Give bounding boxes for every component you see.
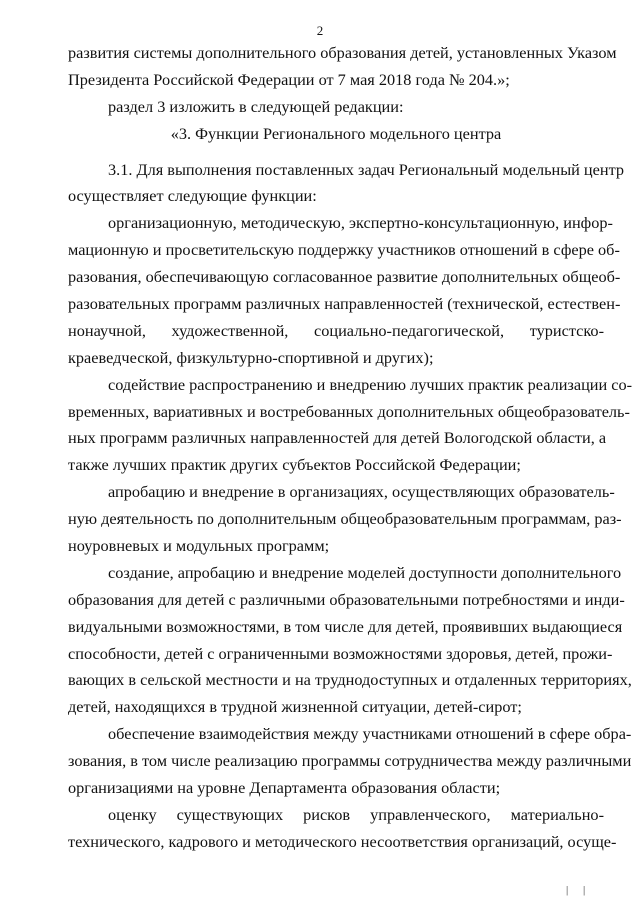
text-line: краеведческой, физкультурно-спортивной и других); <box>68 347 434 367</box>
text-line: также лучших практик других субъектов Российской Федерации; <box>68 455 521 475</box>
text-line: нонаучной, художественной, социально-педагогической, туристско- <box>68 320 604 340</box>
text-line: вающих в сельской местности и на труднодоступных и отдаленных территориях, <box>68 670 632 690</box>
text-line: организациями на уровне Департамента образования области; <box>68 778 501 798</box>
text-line: апробацию и внедрение в организациях, осуществляющих образователь- <box>108 482 615 502</box>
text-line: разовательных программ различных направленностей (технической, естествен- <box>68 294 621 314</box>
text-line: разования, обеспечивающую согласованное развитие дополнительных общеоб- <box>68 267 621 287</box>
text-line: «3. Функции Регионального модельного центра <box>170 123 502 143</box>
text-line: мационную и просветительскую поддержку участников отношений в сфере об- <box>68 240 620 260</box>
text-line: создание, апробацию и внедрение моделей доступности дополнительного <box>108 562 622 582</box>
text-line: обеспечение взаимодействия между участниками отношений в сфере обра- <box>108 724 632 744</box>
text-line: технического, кадрового и методического несоответствия организаций, осуще- <box>68 831 617 851</box>
text-line: ноуровневых и модульных программ; <box>68 536 330 556</box>
text-line: видуальными возможностями, в том числе для детей, проявивших выдающиеся <box>68 616 623 636</box>
document-body <box>68 40 633 856</box>
text-line: ную деятельность по дополнительным общеобразовательным программам, раз- <box>68 509 622 529</box>
text-line: Президента Российской Федерации от 7 мая 2018 года № 204.»; <box>68 69 510 89</box>
text-line: детей, находящихся в трудной жизненной ситуации, детей-сирот; <box>68 697 522 717</box>
text-line: осуществляет следующие функции: <box>68 186 317 206</box>
text-line: способности, детей с ограниченными возможностями здоровья, детей, прожи- <box>68 643 613 663</box>
text-line: временных, вариативных и востребованных дополнительных общеобразователь- <box>68 401 630 421</box>
text-line: 3.1. Для выполнения поставленных задач Региональный модельный центр <box>108 159 625 179</box>
page-number: 2 <box>316 23 324 38</box>
paragraph-gap <box>68 148 604 157</box>
text-line: содействие распространению и внедрению лучших практик реализации со- <box>108 374 633 394</box>
text-line: оценку существующих рисков управленческого, материально- <box>108 804 604 824</box>
text-line: организационную, методическую, экспертно-консультационную, инфор- <box>108 213 613 233</box>
text-line: развития системы дополнительного образования детей, установленных Указом <box>68 43 617 62</box>
footer-marks: | | <box>566 884 592 896</box>
text-line: образования для детей с различными образовательными потребностями и инди- <box>68 589 625 609</box>
text-line: зования, в том числе реализацию программы сотрудничества между различными <box>68 751 632 771</box>
text-line: ных программ различных направленностей для детей Вологодской области, а <box>68 428 607 448</box>
text-line: раздел 3 изложить в следующей редакции: <box>108 96 404 116</box>
